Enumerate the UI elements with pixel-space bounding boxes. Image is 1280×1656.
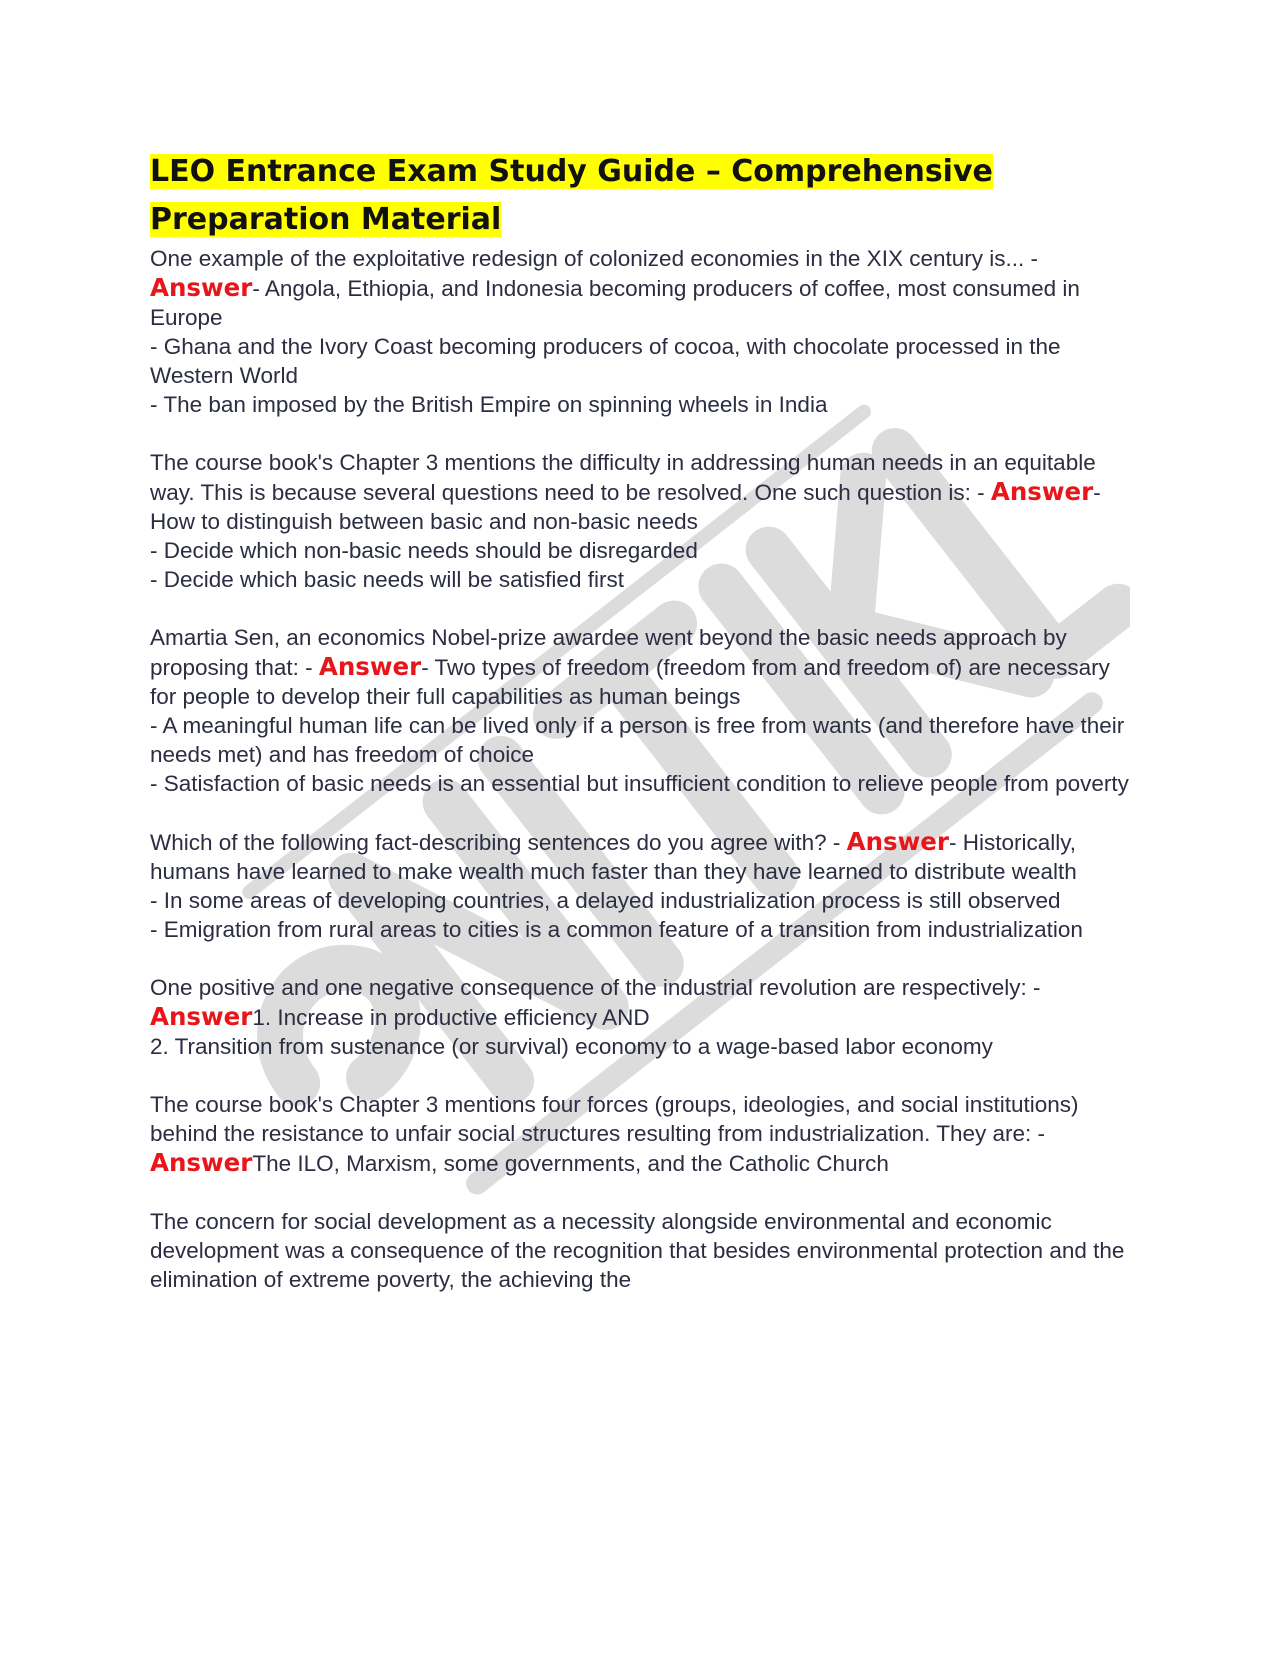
answer-label: Answer <box>150 1148 253 1177</box>
question-text: The course book's Chapter 3 mentions the difficulty in addressing human needs in an equitable way. This is because several questions need to be resolved. One such question is: - <box>150 450 1096 505</box>
qa-item-6 <box>150 1090 1130 1178</box>
document-content <box>150 148 1130 1323</box>
answer-text: The ILO, Marxism, some governments, and the Catholic Church <box>252 1151 889 1176</box>
question-text: One positive and one negative consequence of the industrial revolution are respectively: - <box>150 975 1041 1000</box>
qa-item-5 <box>150 973 1130 1061</box>
answer-text: - Angola, Ethiopia, and Indonesia becoming producers of coffee, most consumed in Europe <box>150 276 1080 330</box>
qa-question-answer <box>150 623 1130 711</box>
answer-label: Answer <box>150 273 253 302</box>
answer-label: Answer <box>150 1002 253 1031</box>
question-text: The course book's Chapter 3 mentions four forces (groups, ideologies, and social institutions) behind the resistance to unfair social structures resulting from industrialization. They are: - <box>150 1092 1079 1146</box>
qa-question-answer <box>150 827 1130 886</box>
question-text: Amartia Sen, an economics Nobel-prize awardee went beyond the basic needs approach by proposing that: - <box>150 625 1067 680</box>
answer-line: - A meaningful human life can be lived only if a person is free from wants (and therefore have their needs met) and has freedom of choice <box>150 713 1125 767</box>
paragraph-text: The concern for social development as a necessity alongside environmental and economic development was a consequence of the recognition that besides environmental protection and the elimination of extreme poverty, the achieving the <box>150 1209 1125 1292</box>
qa-question-answer <box>150 973 1130 1032</box>
answer-line: 2. Transition from sustenance (or survival) economy to a wage-based labor economy <box>150 1034 993 1059</box>
answer-line: - Decide which non-basic needs should be disregarded <box>150 538 698 563</box>
answer-text: - How to distinguish between basic and non-basic needs <box>150 480 1101 534</box>
answer-label: Answer <box>990 477 1094 506</box>
qa-question-answer <box>150 1090 1130 1178</box>
answer-line: - Satisfaction of basic needs is an essential but insufficient condition to relieve people from poverty <box>150 771 1129 796</box>
qa-list <box>150 244 1130 1294</box>
title-highlight: LEO Entrance Exam Study Guide – Comprehensive Preparation Material <box>150 154 993 237</box>
question-text: One example of the exploitative redesign of colonized economies in the XIX century is... - <box>150 246 1038 271</box>
answer-label: Answer <box>846 827 949 856</box>
answer-line: - In some areas of developing countries, a delayed industrialization process is still observed <box>150 888 1061 913</box>
qa-item-2 <box>150 448 1130 594</box>
document-title <box>150 148 1130 244</box>
answer-line: - Ghana and the Ivory Coast becoming producers of cocoa, with chocolate processed in the Western World <box>150 334 1061 388</box>
question-text: Which of the following fact-describing sentences do you agree with? - <box>150 830 847 855</box>
qa-question-answer <box>150 448 1130 536</box>
qa-item-3 <box>150 623 1130 798</box>
qa-item-1 <box>150 244 1130 419</box>
answer-line: - Decide which basic needs will be satisfied first <box>150 567 624 592</box>
answer-text: 1. Increase in productive efficiency AND <box>252 1005 650 1030</box>
answer-text: - Two types of freedom (freedom from and freedom of) are necessary for people to develop their full capabilities as human beings <box>150 655 1110 709</box>
qa-item-4 <box>150 827 1130 944</box>
answer-label: Answer <box>318 652 422 681</box>
answer-line: - The ban imposed by the British Empire on spinning wheels in India <box>150 392 828 417</box>
trailing-paragraph <box>150 1207 1130 1294</box>
answer-text: - Historically, humans have learned to make wealth much faster than they have learned to distribute wealth <box>150 830 1077 884</box>
answer-line: - Emigration from rural areas to cities is a common feature of a transition from industrialization <box>150 917 1083 942</box>
qa-question-answer <box>150 244 1130 332</box>
